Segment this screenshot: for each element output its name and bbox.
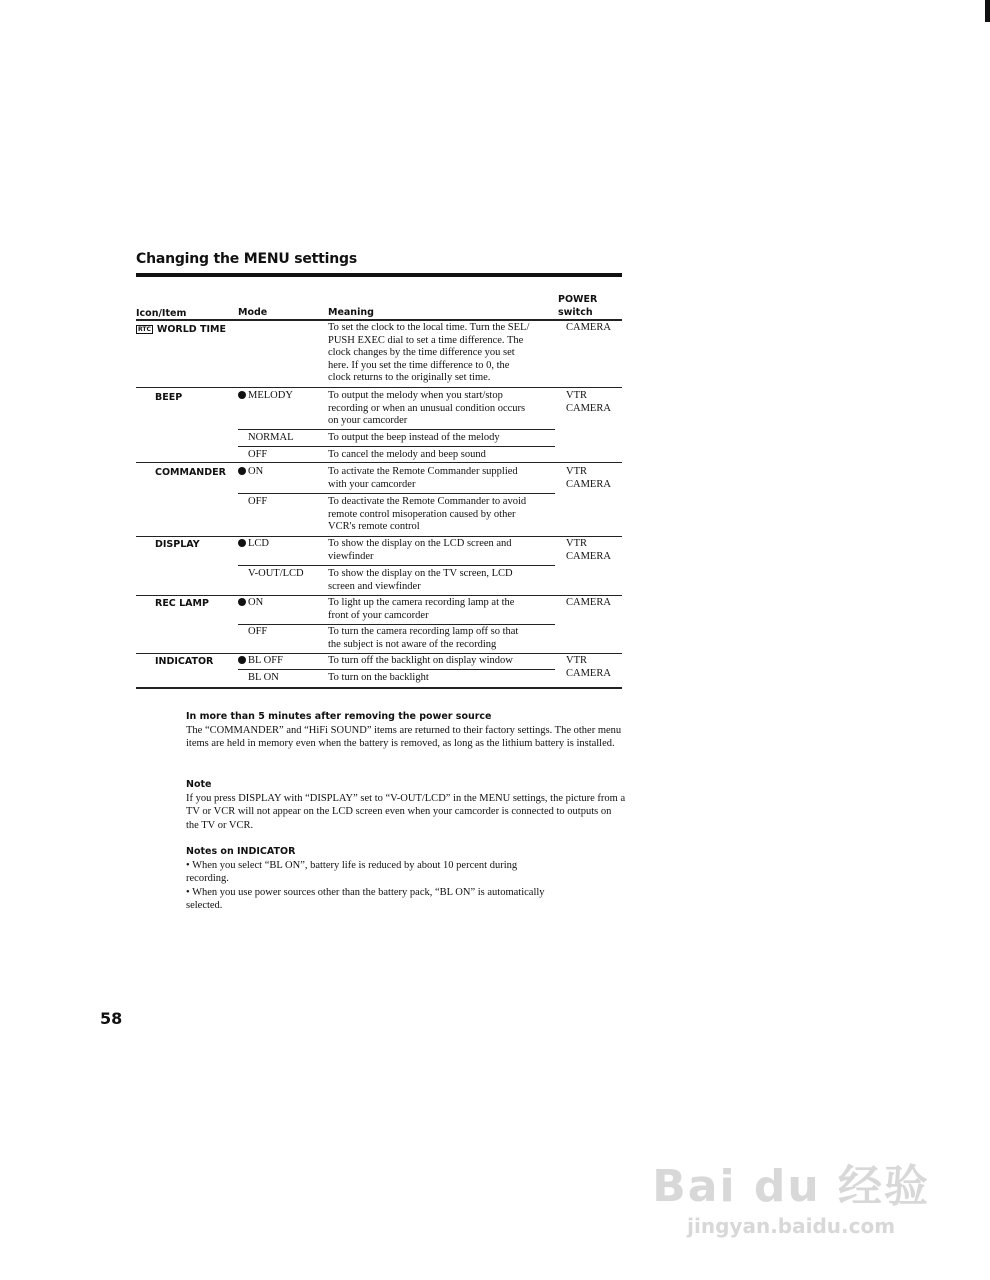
power-world-time: CAMERA xyxy=(566,322,611,333)
item-commander: COMMANDER xyxy=(155,467,226,478)
note-body: The “COMMANDER” and “HiFi SOUND” items are returned to their factory settings. The other menu items are held in memory even when the battery is removed, as long as the lithium battery is installed. xyxy=(186,724,622,749)
note-power-source xyxy=(186,710,626,751)
row-rule xyxy=(136,653,622,654)
meaning-commander-off: To deactivate the Remote Commander to avoid remote control misoperation caused by other VCR's remote control xyxy=(328,496,527,532)
meaning-rec-lamp-off: To turn the camera recording lamp off so that the subject is not aware of the recording xyxy=(328,626,519,650)
default-bullet-icon xyxy=(238,391,246,399)
note-heading: Note xyxy=(186,779,212,790)
meaning-vout-lcd: To show the display on the TV screen, LCD screen and viewfinder xyxy=(328,568,513,592)
mode-commander-on xyxy=(238,466,263,479)
item-world-time xyxy=(136,324,226,335)
item-label: WORLD TIME xyxy=(156,324,226,335)
note-display xyxy=(186,778,626,832)
meaning-bl-off: To turn off the backlight on display window xyxy=(328,655,513,666)
default-bullet-icon xyxy=(238,467,246,475)
mode-commander-off: OFF xyxy=(248,496,268,507)
header-rule xyxy=(136,319,622,321)
header-meaning: Meaning xyxy=(328,307,374,318)
mode-label: ON xyxy=(248,466,264,477)
header-power: POWER switch xyxy=(558,294,598,318)
mode-normal: NORMAL xyxy=(248,432,294,443)
power-rec-lamp: CAMERA xyxy=(566,597,611,608)
meaning-normal: To output the beep instead of the melody xyxy=(328,432,500,443)
section-title: Changing the MENU settings xyxy=(136,251,357,267)
meaning-lcd: To show the display on the LCD screen and viewfinder xyxy=(328,538,512,562)
meaning-world-time: To set the clock to the local time. Turn the SEL/ PUSH EXEC dial to set a time difference. The clock changes by the time difference you set here. If you set the time difference to 0, the clock returns to the originally set time. xyxy=(328,322,530,383)
note-heading: In more than 5 minutes after removing the power source xyxy=(186,711,492,722)
meaning-commander-on: To activate the Remote Commander supplied with your camcorder xyxy=(328,466,518,490)
item-beep: BEEP xyxy=(155,392,183,403)
watermark-logo xyxy=(652,1150,930,1238)
note-body: If you press DISPLAY with “DISPLAY” set to “V-OUT/LCD” in the MENU settings, the picture from a TV or VCR will not appear on the LCD screen even when your camcorder is connected to outputs on the TV or VCR. xyxy=(186,792,626,831)
page-number: 58 xyxy=(100,1009,123,1028)
mode-label: BL OFF xyxy=(248,655,283,666)
meaning-beep-off: To cancel the melody and beep sound xyxy=(328,449,486,460)
header-item: Icon/Item xyxy=(136,308,187,319)
power-beep: VTR CAMERA xyxy=(566,390,611,414)
mode-beep-off: OFF xyxy=(248,449,268,460)
sub-rule xyxy=(238,565,555,566)
table-bottom-rule xyxy=(136,687,622,689)
note-heading: Notes on INDICATOR xyxy=(186,846,296,857)
row-rule xyxy=(136,536,622,537)
sub-rule xyxy=(238,429,555,430)
item-display: DISPLAY xyxy=(155,539,200,550)
meaning-bl-on: To turn on the backlight xyxy=(328,672,429,683)
mode-label: LCD xyxy=(248,538,269,549)
mode-melody xyxy=(238,390,293,403)
item-rec-lamp: REC LAMP xyxy=(155,598,209,609)
sub-rule xyxy=(238,669,555,670)
row-rule xyxy=(136,462,622,463)
mode-label: ON xyxy=(248,597,264,608)
rtc-icon: RTC xyxy=(138,326,151,333)
default-bullet-icon xyxy=(238,656,246,664)
watermark-line2: jingyan.baidu.com xyxy=(687,1214,896,1238)
sub-rule xyxy=(238,493,555,494)
power-indicator: VTR CAMERA xyxy=(566,655,611,679)
mode-bl-on: BL ON xyxy=(248,672,279,683)
default-bullet-icon xyxy=(238,539,246,547)
mode-bl-off xyxy=(238,655,283,668)
scan-edge-mark xyxy=(985,0,990,22)
mode-label: MELODY xyxy=(248,390,293,401)
item-indicator: INDICATOR xyxy=(155,656,214,667)
mode-vout-lcd: V-OUT/LCD xyxy=(248,568,304,579)
meaning-melody: To output the melody when you start/stop recording or when an unusual condition occurs on your camcorder xyxy=(328,390,526,426)
note-body: • When you select “BL ON”, battery life is reduced by about 10 percent during recording. • When you use power sources other than the battery pack, “BL ON” is automatically selected. xyxy=(186,859,545,911)
sub-rule xyxy=(238,624,555,625)
power-commander: VTR CAMERA xyxy=(566,466,611,490)
sub-rule xyxy=(238,446,555,447)
header-mode: Mode xyxy=(238,307,268,318)
mode-rec-lamp-on xyxy=(238,597,263,610)
mode-lcd xyxy=(238,538,269,551)
note-indicator xyxy=(186,845,626,913)
mode-rec-lamp-off: OFF xyxy=(248,626,268,637)
title-rule xyxy=(136,273,622,277)
power-display: VTR CAMERA xyxy=(566,538,611,562)
watermark-line1: Bai du 经验 xyxy=(652,1161,930,1212)
default-bullet-icon xyxy=(238,598,246,606)
row-rule xyxy=(136,595,622,596)
row-rule xyxy=(136,387,622,388)
meaning-rec-lamp-on: To light up the camera recording lamp at the front of your camcorder xyxy=(328,597,515,621)
